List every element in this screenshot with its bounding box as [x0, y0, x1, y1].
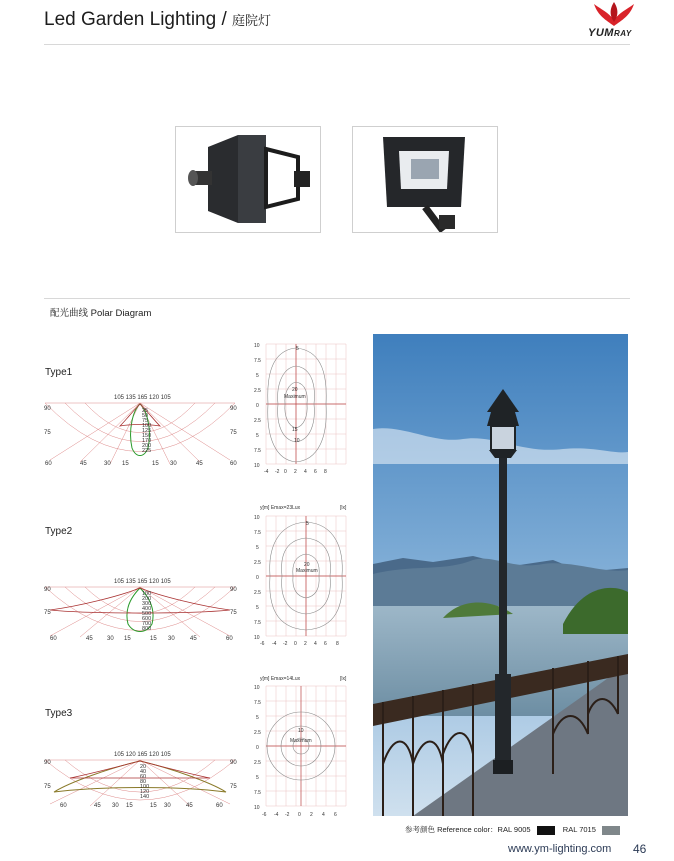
svg-text:90: 90: [230, 760, 237, 766]
svg-text:10: 10: [254, 343, 260, 349]
svg-text:90: 90: [44, 760, 51, 766]
svg-text:700: 700: [142, 621, 152, 627]
svg-text:y[m] Emax=23Lux: y[m] Emax=23Lux: [260, 505, 301, 511]
svg-text:100: 100: [140, 784, 150, 790]
svg-text:5: 5: [256, 775, 259, 781]
svg-text:90: 90: [230, 587, 237, 593]
color-swatch-ral7015: [602, 826, 620, 835]
svg-text:20: 20: [304, 562, 310, 568]
section-title: 配光曲线 Polar Diagram: [50, 308, 152, 319]
svg-text:-2: -2: [283, 641, 288, 647]
svg-text:2.5: 2.5: [254, 760, 261, 766]
svg-text:15: 15: [152, 461, 159, 467]
svg-text:75: 75: [142, 418, 149, 424]
page-title: [44, 9, 271, 31]
svg-text:-6: -6: [260, 641, 265, 647]
svg-text:2: 2: [310, 812, 313, 818]
svg-text:Maximum: Maximum: [290, 738, 312, 744]
svg-text:15: 15: [292, 427, 298, 433]
svg-text:y[m] Emax=14Lux: y[m] Emax=14Lux: [260, 676, 301, 682]
section-divider: [44, 298, 630, 299]
svg-text:15: 15: [124, 636, 131, 642]
svg-text:7.5: 7.5: [254, 700, 261, 706]
svg-text:10: 10: [298, 728, 304, 734]
isolux-diagram-type2: [248, 502, 354, 650]
svg-text:120: 120: [140, 789, 150, 795]
type3-label: Type3: [45, 708, 73, 719]
lamp-side-view-image: [176, 127, 320, 232]
svg-text:45: 45: [186, 803, 193, 809]
svg-text:600: 600: [142, 616, 152, 622]
svg-text:Maximum: Maximum: [284, 394, 306, 400]
polar-diagram-type2: [40, 574, 240, 642]
svg-text:10: 10: [254, 635, 260, 641]
svg-text:-4: -4: [264, 469, 269, 475]
svg-text:Maximum: Maximum: [296, 568, 318, 574]
svg-text:0: 0: [284, 469, 287, 475]
svg-text:800: 800: [142, 626, 152, 632]
svg-text:0: 0: [256, 403, 259, 409]
svg-text:225: 225: [142, 448, 152, 454]
svg-text:10: 10: [254, 805, 260, 811]
svg-text:10: 10: [254, 515, 260, 521]
svg-text:-2: -2: [275, 469, 280, 475]
svg-text:15: 15: [122, 461, 129, 467]
svg-text:500: 500: [142, 611, 152, 617]
lamp-front-view-image: [353, 127, 497, 232]
svg-text:10: 10: [254, 685, 260, 691]
svg-text:[lx]: [lx]: [340, 505, 347, 511]
svg-text:45: 45: [80, 461, 87, 467]
polar-diagram-type1: [40, 390, 240, 468]
svg-text:6: 6: [314, 469, 317, 475]
svg-text:150: 150: [142, 433, 152, 439]
brand-name: YUMRAY: [588, 27, 632, 39]
svg-text:4: 4: [304, 469, 307, 475]
polar-chart: [40, 748, 240, 810]
svg-text:75: 75: [230, 610, 237, 616]
product-photo-side: [175, 126, 321, 233]
type1-label: Type1: [45, 367, 73, 378]
title-en: Led Garden Lighting: [44, 9, 217, 30]
isolux-chart: [248, 338, 354, 478]
svg-text:60: 60: [140, 774, 147, 780]
svg-text:45: 45: [94, 803, 101, 809]
svg-text:4: 4: [322, 812, 325, 818]
color-swatch-ral9005: [537, 826, 555, 835]
svg-text:0: 0: [294, 641, 297, 647]
svg-text:6: 6: [324, 641, 327, 647]
isolux-diagram-type1: [248, 338, 354, 478]
svg-text:400: 400: [142, 606, 152, 612]
svg-text:10: 10: [254, 463, 260, 469]
svg-text:90: 90: [44, 587, 51, 593]
svg-text:170: 170: [142, 438, 152, 444]
svg-text:15: 15: [150, 803, 157, 809]
svg-text:0: 0: [298, 812, 301, 818]
svg-text:2: 2: [294, 469, 297, 475]
svg-text:0: 0: [256, 745, 259, 751]
website-link[interactable]: www.ym-lighting.com: [508, 843, 612, 855]
svg-text:75: 75: [230, 430, 237, 436]
svg-text:-4: -4: [274, 812, 279, 818]
garden-lamp-lakeside-image: [373, 334, 628, 816]
header-divider: [44, 44, 630, 45]
polar-diagram-type3: [40, 748, 240, 810]
reference-color: [405, 824, 626, 835]
svg-text:20: 20: [292, 387, 298, 393]
svg-text:60: 60: [45, 461, 52, 467]
svg-text:30: 30: [107, 636, 114, 642]
svg-text:-4: -4: [272, 641, 277, 647]
svg-text:10: 10: [294, 438, 300, 444]
svg-text:60: 60: [60, 803, 67, 809]
svg-text:45: 45: [86, 636, 93, 642]
svg-text:60: 60: [216, 803, 223, 809]
svg-text:125: 125: [142, 428, 152, 434]
isolux-chart: [248, 502, 354, 650]
svg-text:30: 30: [112, 803, 119, 809]
svg-text:60: 60: [226, 636, 233, 642]
svg-text:[lx]: [lx]: [340, 676, 347, 682]
svg-text:2.5: 2.5: [254, 730, 261, 736]
svg-text:200: 200: [142, 443, 152, 449]
product-photo-front: [352, 126, 498, 233]
svg-text:200: 200: [142, 596, 152, 602]
svg-text:7.5: 7.5: [254, 790, 261, 796]
svg-text:105 135 165 120 105: 105 135 165 120 105: [114, 579, 171, 585]
svg-text:7.5: 7.5: [254, 448, 261, 454]
svg-text:0: 0: [256, 575, 259, 581]
title-separator: /: [221, 9, 227, 30]
svg-text:5: 5: [296, 346, 299, 352]
svg-text:5: 5: [256, 605, 259, 611]
svg-text:25: 25: [142, 408, 149, 414]
scene-photo: [373, 334, 628, 816]
svg-text:7.5: 7.5: [254, 530, 261, 536]
svg-text:80: 80: [140, 779, 147, 785]
svg-text:50: 50: [142, 413, 149, 419]
isolux-diagram-type3: [248, 672, 354, 820]
svg-text:5: 5: [256, 715, 259, 721]
svg-text:40: 40: [140, 769, 147, 775]
svg-text:90: 90: [230, 406, 237, 412]
svg-text:5: 5: [256, 433, 259, 439]
svg-text:7.5: 7.5: [254, 358, 261, 364]
svg-text:5: 5: [256, 373, 259, 379]
svg-text:-6: -6: [262, 812, 267, 818]
svg-text:-2: -2: [285, 812, 290, 818]
reference-color-label: 参考颜色 Reference color：RAL 9005: [405, 825, 531, 834]
svg-text:45: 45: [196, 461, 203, 467]
svg-text:8: 8: [324, 469, 327, 475]
svg-text:2.5: 2.5: [254, 560, 261, 566]
svg-text:30: 30: [104, 461, 111, 467]
page-number: 46: [633, 842, 647, 856]
svg-text:100: 100: [142, 591, 152, 597]
polar-chart: [40, 390, 240, 468]
reference-color-ral2: RAL 7015: [562, 825, 596, 834]
svg-text:100: 100: [142, 423, 152, 429]
svg-text:2.5: 2.5: [254, 388, 261, 394]
svg-text:30: 30: [168, 636, 175, 642]
svg-text:15: 15: [126, 803, 133, 809]
svg-text:5: 5: [306, 521, 309, 527]
type2-label: Type2: [45, 526, 73, 537]
svg-text:7.5: 7.5: [254, 620, 261, 626]
polar-chart: [40, 574, 240, 642]
svg-text:6: 6: [334, 812, 337, 818]
svg-text:30: 30: [170, 461, 177, 467]
svg-text:4: 4: [314, 641, 317, 647]
svg-text:75: 75: [44, 784, 51, 790]
svg-text:5: 5: [256, 545, 259, 551]
svg-text:60: 60: [230, 461, 237, 467]
svg-text:105 120 165 120 105: 105 120 165 120 105: [114, 752, 171, 758]
svg-text:15: 15: [150, 636, 157, 642]
svg-text:30: 30: [164, 803, 171, 809]
logo-mark-icon: [588, 0, 640, 28]
svg-text:300: 300: [142, 601, 152, 607]
svg-text:8: 8: [336, 641, 339, 647]
svg-text:140: 140: [140, 794, 150, 800]
svg-text:2.5: 2.5: [254, 590, 261, 596]
svg-text:20: 20: [140, 764, 147, 770]
svg-text:60: 60: [50, 636, 57, 642]
svg-text:2.5: 2.5: [254, 418, 261, 424]
svg-text:90: 90: [44, 406, 51, 412]
svg-text:105 135 165 120 105: 105 135 165 120 105: [114, 395, 171, 401]
svg-text:75: 75: [44, 430, 51, 436]
title-cn: 庭院灯: [232, 13, 272, 28]
svg-text:75: 75: [44, 610, 51, 616]
svg-text:2: 2: [304, 641, 307, 647]
isolux-chart: [248, 672, 354, 820]
svg-text:45: 45: [190, 636, 197, 642]
svg-text:75: 75: [230, 784, 237, 790]
